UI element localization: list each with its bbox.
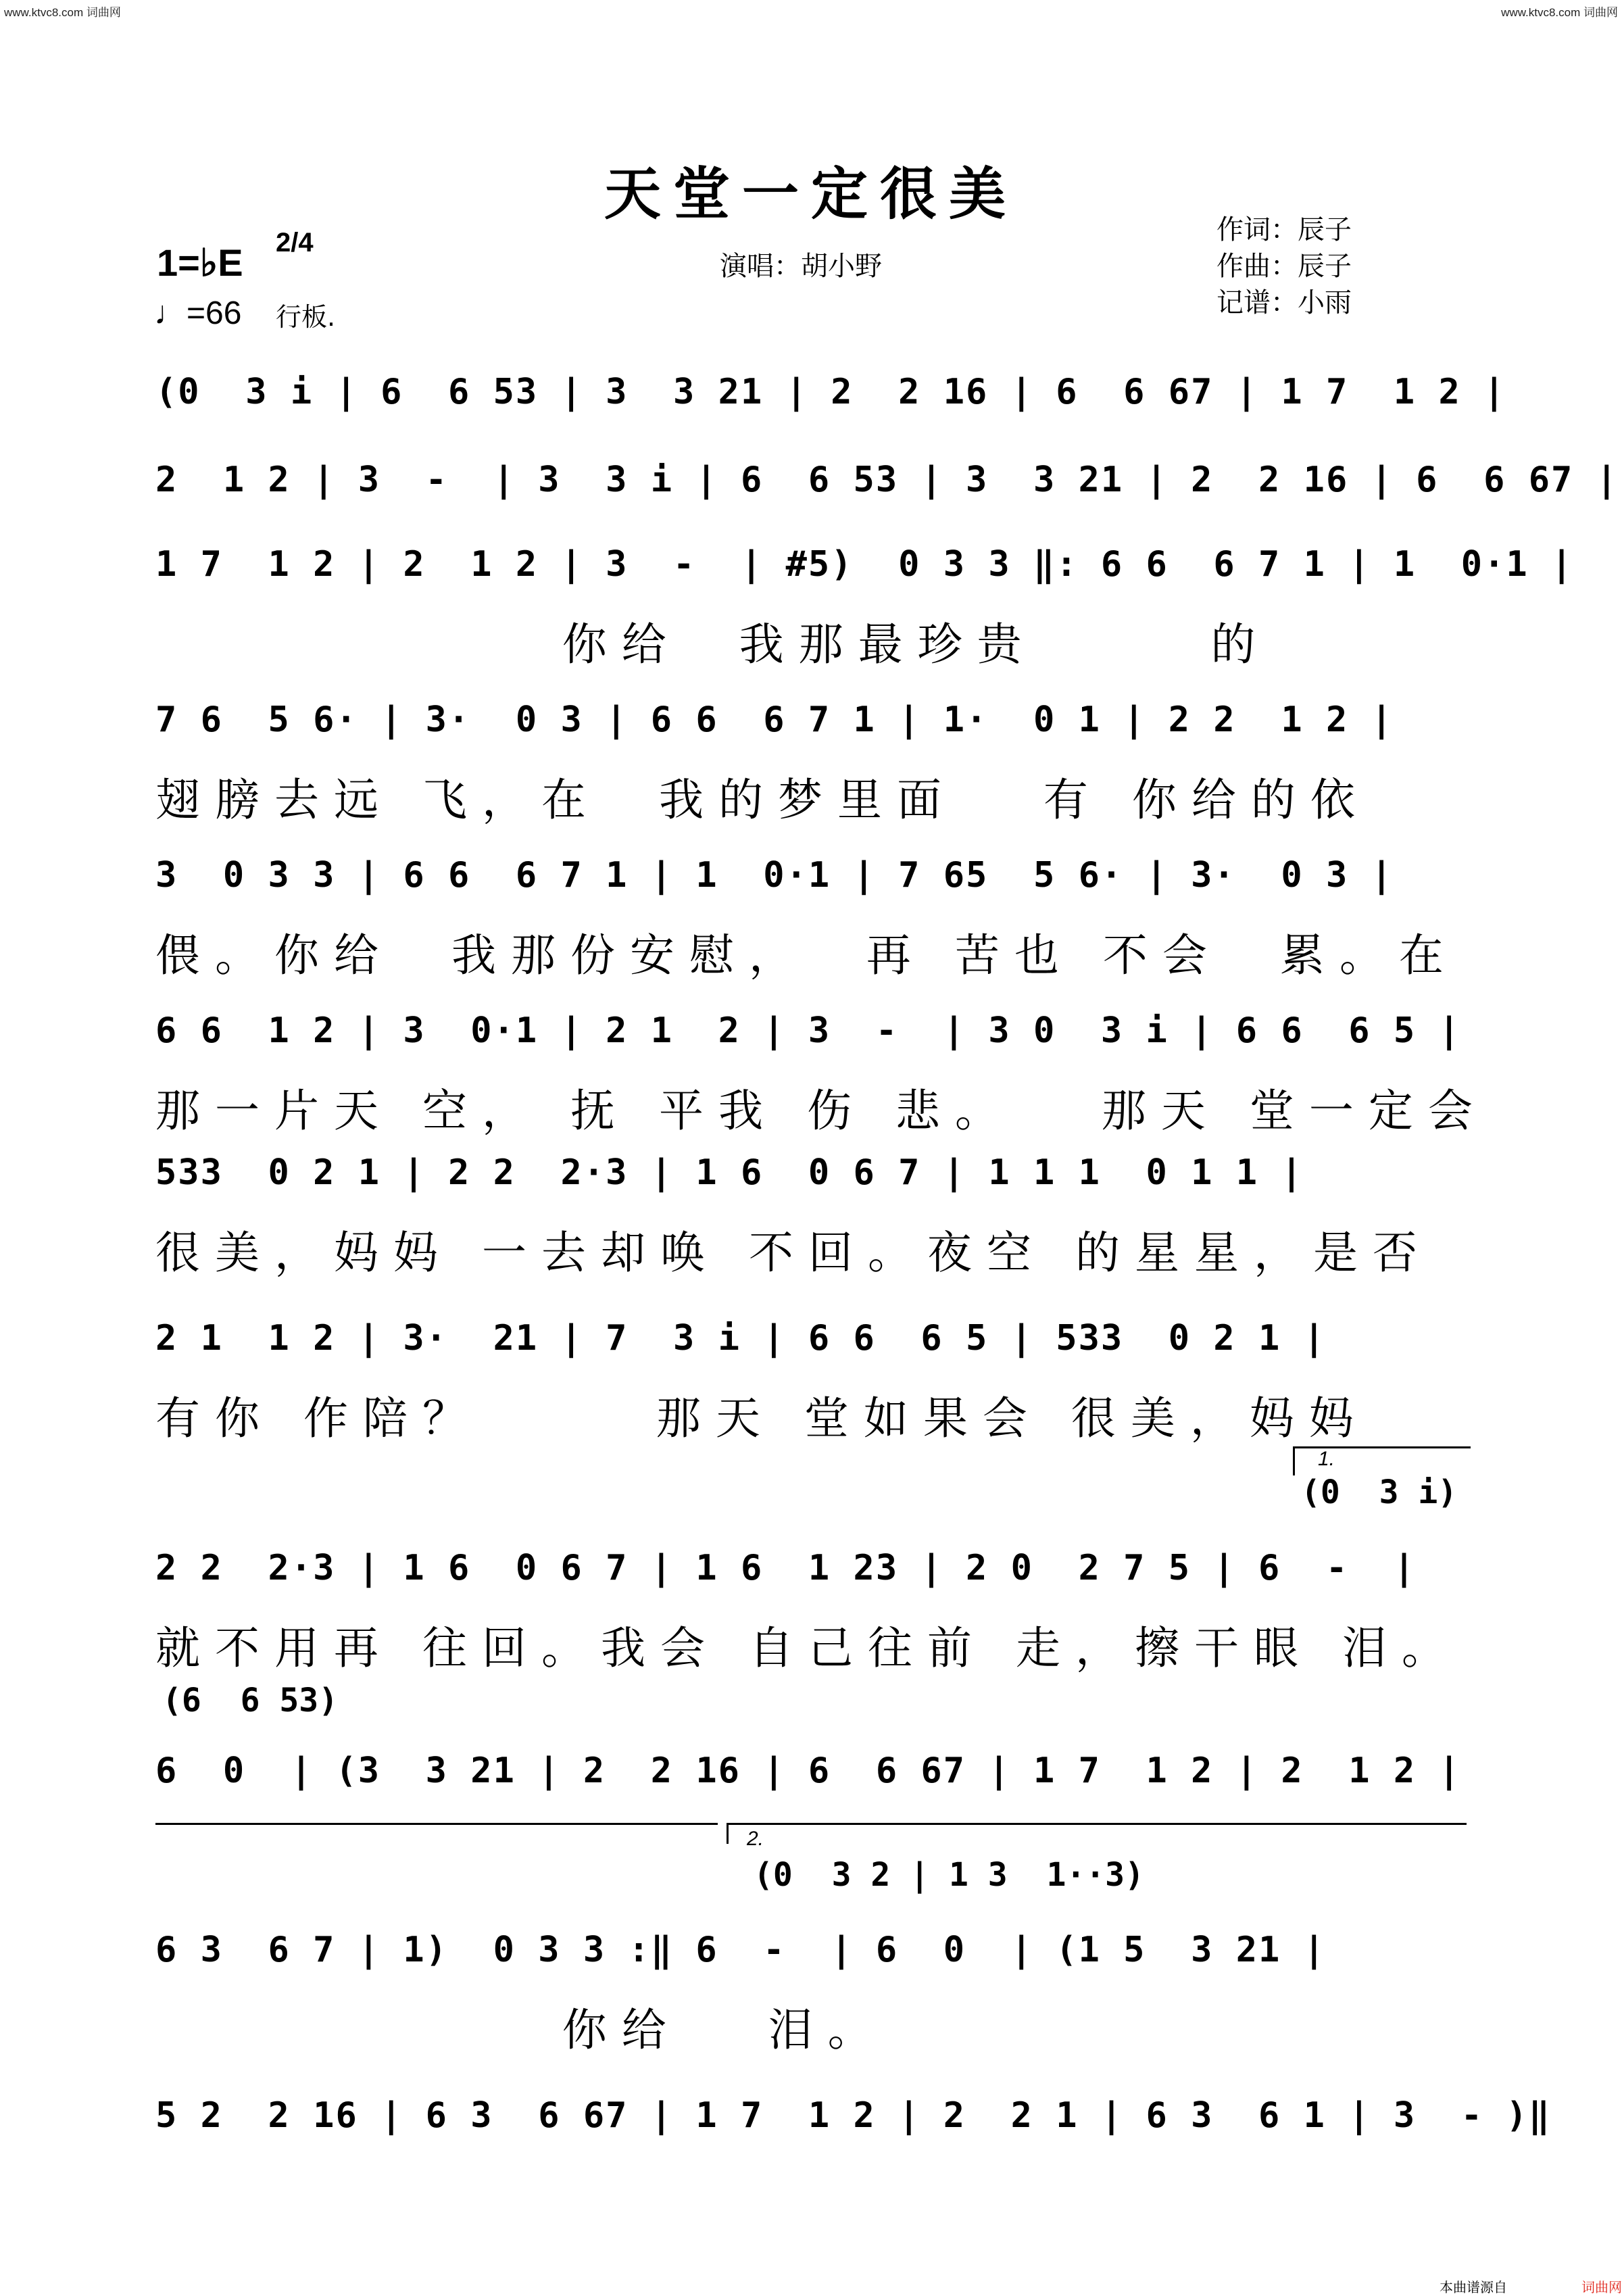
notation-line-4: 7 6 5 6· | 3· 0 3 | 6 6 6 7 1 | 1· 0 1 | 2 2 1 2 | (155, 700, 1394, 740)
lyric-line-7: 很美，妈妈 一去却唤 不回。夜空 的星星，是否 (155, 1227, 1432, 1279)
key-signature: 1=♭E (157, 241, 243, 284)
notation-line-8: 2 1 1 2 | 3· 21 | 7 3 i | 6 6 6 5 | 533 0 2 1 | (155, 1318, 1326, 1359)
lyricist-credit: 作词：辰子 (1216, 214, 1352, 245)
ending-line-left (155, 1823, 718, 1825)
lyric-line-9: 就不用再 往回。我会 自己往前 走，擦干眼 泪。 (155, 1622, 1461, 1674)
transcriber-credit: 记谱：小雨 (1216, 287, 1352, 318)
lyric-line-3: 你给 我那最珍贵 的 (155, 618, 1271, 670)
watermark-top-right: www.ktvc8.com 词曲网 (1501, 6, 1618, 19)
footer-site: 词曲网 (1581, 2279, 1622, 2295)
notation-line-3: 1 7 1 2 | 2 1 2 | 3 - | #5) 0 3 3 ‖: 6 6 6 7 1 | 1 0·1 | (155, 544, 1574, 585)
lyric-line-6: 那一片天 空， 抚 平我 伤 悲。 那天 堂一定会 (155, 1085, 1488, 1137)
ending-2-bracket (727, 1823, 729, 1844)
time-signature-text: 2/4 (276, 228, 314, 258)
tempo-marking: ♩=66 (154, 295, 242, 331)
notation-line-6: 6 6 1 2 | 3 0·1 | 2 1 2 | 3 - | 3 0 3 i | 6 6 6 5 | (155, 1010, 1461, 1051)
notation-line-5: 3 0 3 3 | 6 6 6 7 1 | 1 0·1 | 7 65 5 6· | 3· 0 3 | (155, 855, 1394, 896)
singer-credit: 演唱：胡小野 (720, 251, 882, 282)
tempo-word: 行板. (276, 302, 336, 332)
notation-line-12: 5 2 2 16 | 6 3 6 67 | 1 7 1 2 | 2 2 1 | 6 3 6 1 | 3 - )‖ (155, 2095, 1552, 2136)
ending-2-label: 2. (747, 1828, 764, 1850)
ending-1-label: 1. (1318, 1448, 1335, 1470)
time-signature (276, 228, 314, 258)
notation-line-7: 533 0 2 1 | 2 2 2·3 | 1 6 0 6 7 | 1 1 1 0 1 1 | (155, 1152, 1304, 1193)
page-title: 天堂一定很美 (604, 160, 1018, 227)
lyric-line-5: 偎。你给 我那份安慰， 再 苦也 不会 累。在 (155, 929, 1458, 981)
composer-credit: 作曲：辰子 (1216, 251, 1352, 282)
interlude-notes: (6 6 53) (162, 1682, 339, 1719)
ending-line-right (727, 1823, 1467, 1825)
ending-2-notes: (0 3 2 | 1 3 1··3) (754, 1856, 1144, 1894)
notation-line-10: 6 0 | (3 3 21 | 2 2 16 | 6 6 67 | 1 7 1 2 | 2 1 2 | (155, 1751, 1461, 1791)
lyric-line-8: 有你 作陪？ 那天 堂如果会 很美，妈妈 (155, 1392, 1369, 1444)
notation-line-9: 2 2 2·3 | 1 6 0 6 7 | 1 6 1 23 | 2 0 2 7 5 | 6 - | (155, 1548, 1417, 1588)
notation-line-11: 6 3 6 7 | 1) 0 3 3 :‖ 6 - | 6 0 | (1 5 3 21 | (155, 1930, 1326, 1970)
footer-source: 本曲谱源自 (1440, 2279, 1507, 2295)
watermark-top-left: www.ktvc8.com 词曲网 (4, 6, 121, 19)
lyric-line-11: 你给 泪。 (155, 2004, 887, 2056)
lyric-line-4: 翅膀去远 飞，在 我的梦里面 有 你给的依 (155, 774, 1370, 826)
ending-1-notes: (0 3 i) (1301, 1473, 1458, 1511)
notation-line-2: 2 1 2 | 3 - | 3 3 i | 6 6 53 | 3 3 21 | 2 2 16 | 6 6 67 | (155, 460, 1619, 500)
notation-line-1: (0 3 i | 6 6 53 | 3 3 21 | 2 2 16 | 6 6 67 | 1 7 1 2 | (155, 372, 1506, 412)
